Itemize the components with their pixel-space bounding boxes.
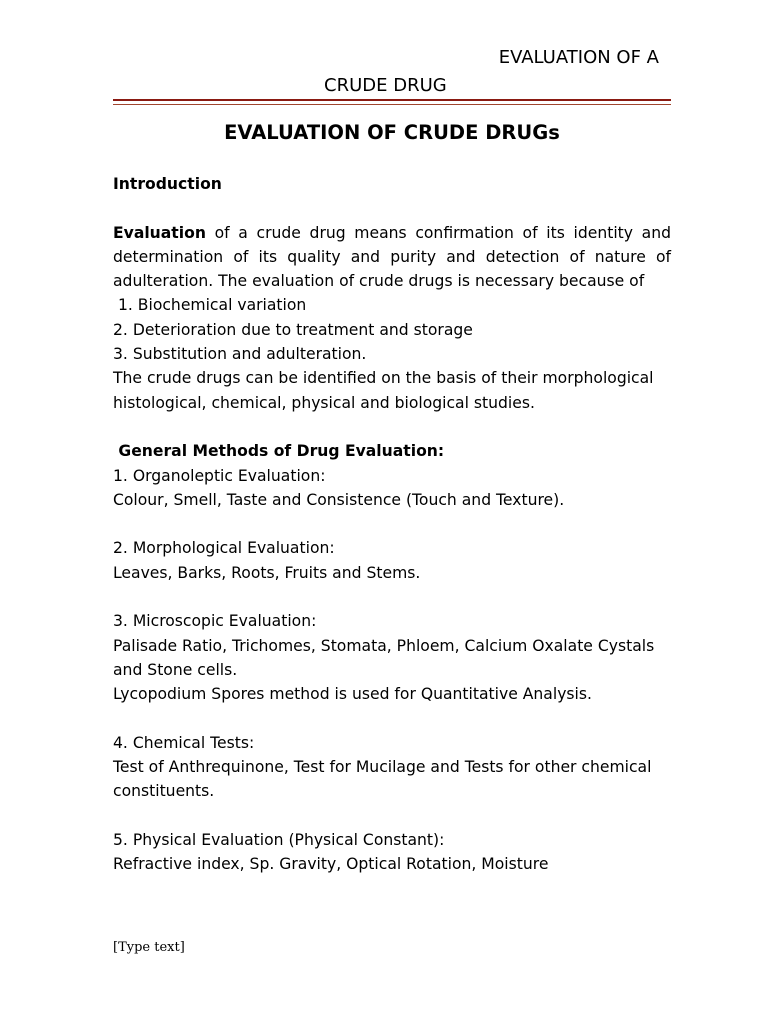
method-title: 4. Chemical Tests: — [113, 733, 255, 752]
intro-lead-bold: Evaluation — [113, 223, 206, 242]
method-title: 1. Organoleptic Evaluation: — [113, 466, 326, 485]
identification-paragraph: The crude drugs can be identified on the basis of their morphological histological, chemical, physical and biological studies. — [113, 369, 669, 412]
method-detail: Colour, Smell, Taste and Consistence (Touch and Texture). — [113, 490, 565, 509]
intro-heading: Introduction — [113, 175, 222, 193]
page-header — [113, 44, 671, 100]
method-detail: Test of Anthrequinone, Test for Mucilage and Tests for other chemical constituents. — [113, 758, 652, 801]
header-rule-thick — [113, 99, 671, 101]
document-title: EVALUATION OF CRUDE DRUGs — [224, 121, 560, 144]
methods-heading: General Methods of Drug Evaluation: — [113, 442, 445, 461]
header-line-2: CRUDE DRUG — [324, 75, 447, 96]
reason-item: 2. Deterioration due to treatment and storage — [113, 320, 473, 339]
page-footer-placeholder: [Type text] — [113, 940, 185, 955]
reason-item: 1. Biochemical variation — [113, 296, 307, 315]
header-rule-thin — [113, 104, 671, 105]
method-detail: Refractive index, Sp. Gravity, Optical Rotation, Moisture — [113, 855, 549, 874]
document-body — [113, 172, 671, 877]
method-title: 2. Morphological Evaluation: — [113, 539, 335, 558]
intro-paragraph — [113, 221, 671, 294]
method-title: 3. Microscopic Evaluation: — [113, 612, 317, 631]
method-title: 5. Physical Evaluation (Physical Constant): — [113, 831, 445, 850]
method-detail: Leaves, Barks, Roots, Fruits and Stems. — [113, 563, 421, 582]
reason-item: 3. Substitution and adulteration. — [113, 345, 367, 364]
intro-lead-text: of a crude drug means confirmation of its identity and determination of its quality and purity and detection of nature of adulteration. The evaluation of crude drugs is necessary because of — [113, 223, 671, 291]
method-detail: Palisade Ratio, Trichomes, Stomata, Phloem, Calcium Oxalate Cystals and Stone cells. — [113, 636, 655, 679]
method-detail: Lycopodium Spores method is used for Quantitative Analysis. — [113, 685, 592, 704]
header-line-1: EVALUATION OF A — [498, 47, 659, 68]
